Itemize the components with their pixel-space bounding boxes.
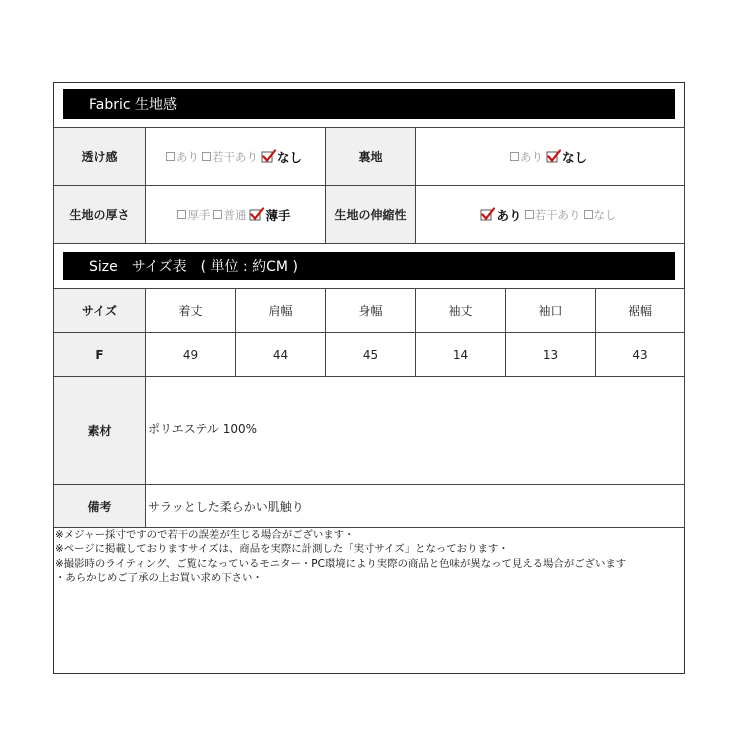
size-value-cell: 49 [145,332,236,377]
option-label: あり [496,207,522,223]
option-item [546,148,587,166]
checked-box-icon [261,149,276,164]
size-header-cell: 裾幅 [595,288,685,333]
unchecked-box-icon [584,210,593,219]
option-item [177,207,210,223]
note-line: ・あらかじめご了承の上お買い求め下さい・ [55,572,263,585]
note-line: ※メジャー採寸ですので若干の誤差が生じる場合がございます・ [55,529,355,541]
unchecked-box-icon [166,152,175,161]
size-header-cell: 肩幅 [235,288,326,333]
option-label: 若干あり [534,207,581,222]
material-text: ポリエステル 100% [148,422,258,436]
thickness-options [145,185,326,244]
unchecked-box-icon [525,210,534,219]
remarks-text: サラッとした柔らかい肌触り [148,499,304,514]
stretch-label: 生地の伸縮性 [325,185,416,244]
option-item [249,206,290,224]
material-value [145,376,685,485]
option-label: あり [175,149,199,164]
option-item [525,207,581,223]
option-item [166,149,199,165]
size-header-text: Size サイズ表 ( 単位 : 約CM ) [89,259,298,275]
checked-box-icon [249,207,264,222]
option-label: なし [593,207,617,222]
option-label: 普通 [223,207,247,222]
unchecked-box-icon [510,152,519,161]
option-label: なし [276,149,302,165]
fabric-header [63,89,675,119]
thickness-label: 生地の厚さ [53,185,146,244]
size-header-cell: 身幅 [325,288,416,333]
lining-label: 裏地 [325,127,416,186]
material-label: 素材 [53,376,146,485]
remarks-value [145,484,685,528]
checked-box-icon [546,149,561,164]
option-label: なし [561,149,587,165]
size-header-cell: 袖口 [505,288,596,333]
size-value-cell: 44 [235,332,326,377]
note-line: ※撮影時のライティング、ご覧になっているモニター・PC環境により実際の商品と色味が異なって見える場合がございます [55,557,627,570]
size-value-cell: 13 [505,332,596,377]
unchecked-box-icon [177,210,186,219]
unchecked-box-icon [213,210,222,219]
note-line: ※ページに掲載しておりますサイズは、商品を実際に計測した「実寸サイズ」となっております・ [55,543,509,556]
option-label: 若干あり [211,149,258,164]
size-header-cell: 袖丈 [415,288,506,333]
transparency-label: 透け感 [53,127,146,186]
size-value-cell: 14 [415,332,506,377]
option-item [584,207,617,223]
option-item [510,149,543,165]
option-item [261,148,302,166]
notes [55,528,687,586]
size-value-cell: 45 [325,332,416,377]
size-header-cell: 着丈 [145,288,236,333]
option-label: 厚手 [187,207,211,222]
option-label: 薄手 [265,207,291,223]
checked-box-icon [480,207,495,222]
size-header-cell: サイズ [53,288,146,333]
stretch-options [415,185,685,244]
option-item [480,206,521,224]
size-header [63,252,675,280]
size-value-cell: 43 [595,332,685,377]
transparency-options [145,127,326,186]
lining-options [415,127,685,186]
option-item [213,207,246,223]
unchecked-box-icon [202,152,211,161]
option-item [202,149,258,165]
option-label: あり [519,149,543,164]
size-value-cell: F [53,332,146,377]
remarks-label: 備考 [53,484,146,528]
fabric-header-text: Fabric 生地感 [89,97,178,113]
